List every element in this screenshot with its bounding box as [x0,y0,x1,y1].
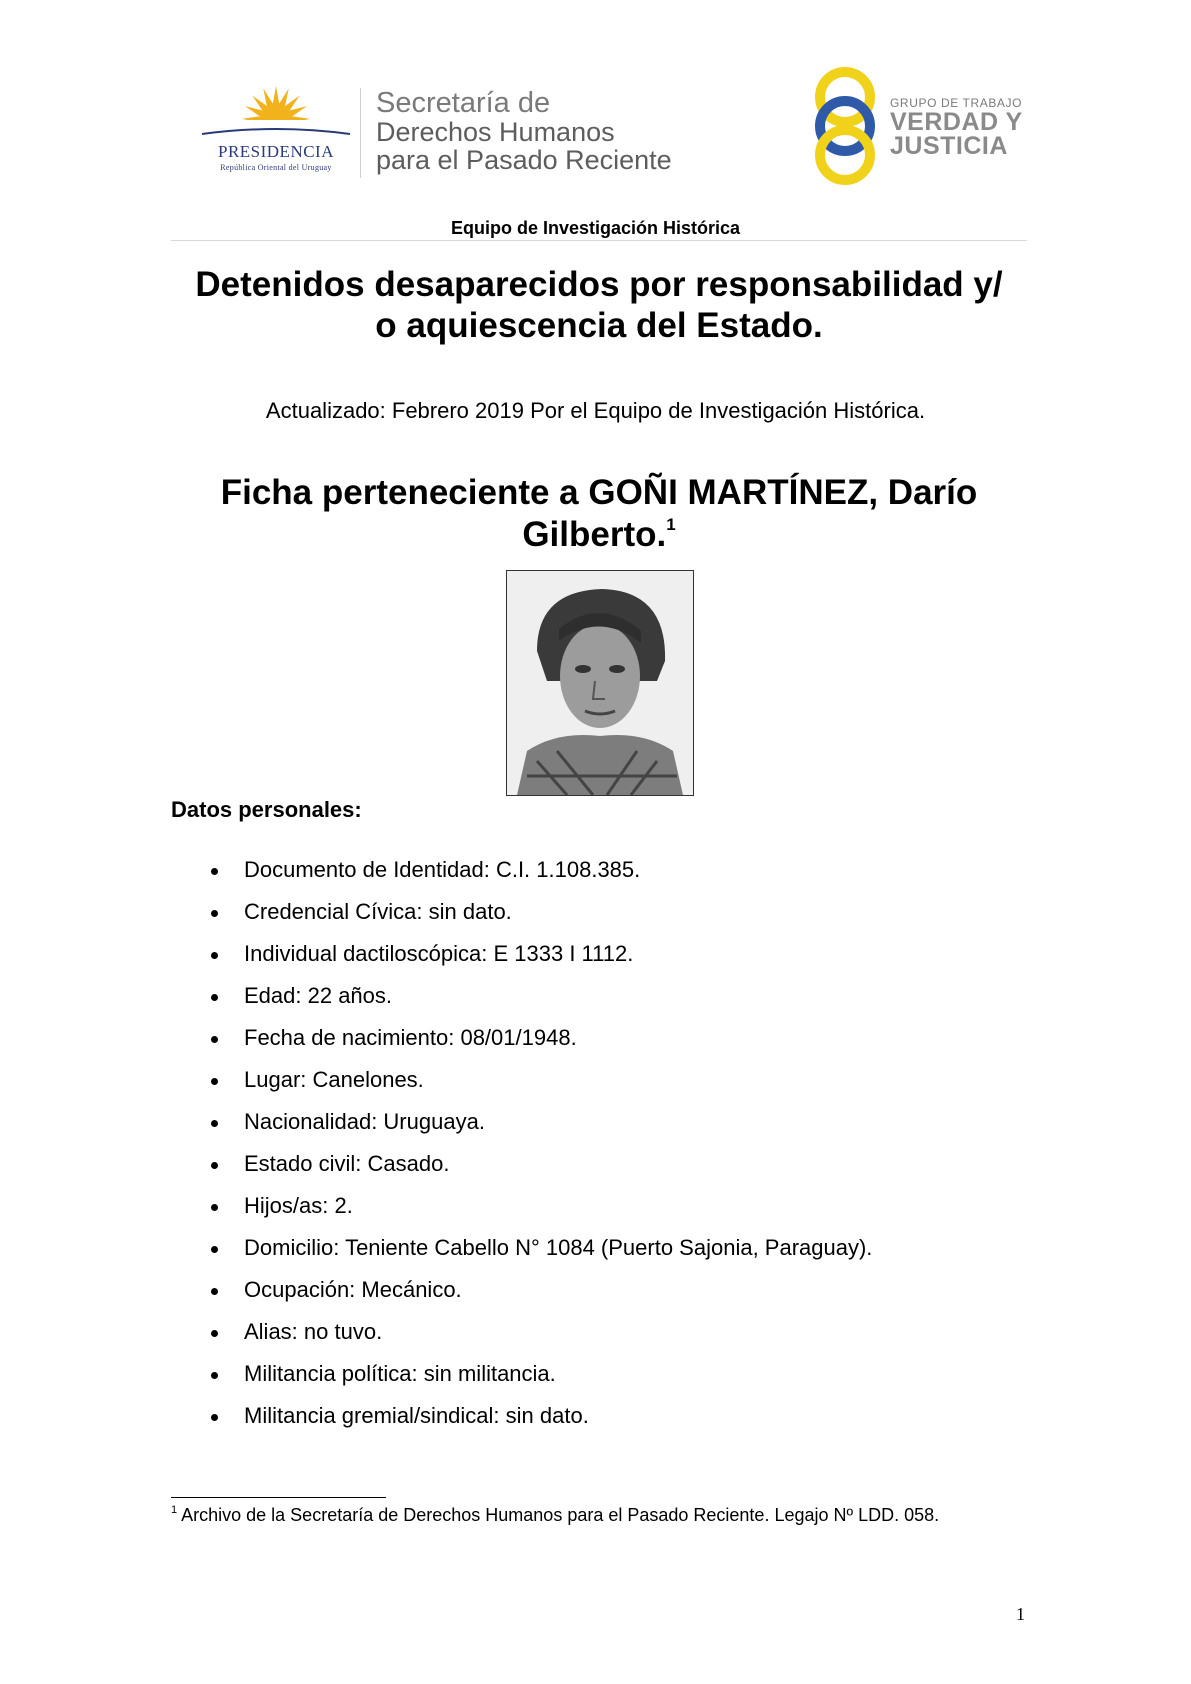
footnote-text: Archivo de la Secretaría de Derechos Humanos para el Pasado Reciente. Legajo Nº LDD. 058. [181,1505,940,1525]
list-item: Lugar: Canelones. [171,1059,1031,1101]
ficha-heading [171,472,1027,556]
ficha-line1: Ficha perteneciente a GOÑI MARTÍNEZ, Darío [220,473,978,512]
bullet-icon [211,1204,218,1211]
presidencia-subtitle: República Oriental del Uruguay [220,163,332,172]
bullet-icon [211,1036,218,1043]
ficha-line2: Gilberto. [522,515,667,554]
list-item: Credencial Cívica: sin dato. [171,891,1031,933]
footnote [171,1502,1027,1529]
footnote-ref: 1 [666,515,676,534]
secretaria-line1: Secretaría de [376,87,551,119]
presidencia-name: PRESIDENCIA [217,142,334,161]
document-title [171,264,1027,346]
updated-line: Actualizado: Febrero 2019 Por el Equipo de Investigación Histórica. [265,398,926,423]
list-item: Documento de Identidad: C.I. 1.108.385. [171,849,1031,891]
bullet-icon [211,1372,218,1379]
bullet-icon [211,952,218,959]
bullet-icon [211,1246,218,1253]
footnote-number: 1 [171,1504,178,1516]
bullet-icon [211,868,218,875]
list-item: Edad: 22 años. [171,975,1031,1017]
bullet-icon [211,1078,218,1085]
bullet-icon [211,1414,218,1421]
logo-divider [360,88,361,178]
grupo-logo-text [890,96,1023,158]
secretaria-line2: Derechos Humanos [376,117,615,147]
list-item: Nacionalidad: Uruguaya. [171,1101,1031,1143]
datos-heading: Datos personales: [171,797,362,822]
list-item: Militancia gremial/sindical: sin dato. [171,1395,1031,1437]
list-item: Ocupación: Mecánico. [171,1269,1031,1311]
team-heading: Equipo de Investigación Histórica [450,218,741,238]
bullet-icon [211,1330,218,1337]
portrait-photo [506,570,694,796]
title-line1: Detenidos desaparecidos por responsabilidad y/ [195,265,1003,304]
list-item: Hijos/as: 2. [171,1185,1031,1227]
secretaria-line3: para el Pasado Reciente [376,145,672,175]
bullet-icon [211,1162,218,1169]
bullet-icon [211,1288,218,1295]
grupo-line1: GRUPO DE TRABAJO [890,96,1023,110]
page-number: 1 [1016,1604,1025,1624]
bullet-icon [211,1120,218,1127]
datos-list [171,849,1031,1437]
grupo-line2: VERDAD Y [890,108,1023,136]
bullet-icon [211,910,218,917]
list-item: Fecha de nacimiento: 08/01/1948. [171,1017,1031,1059]
list-item: Alias: no tuvo. [171,1311,1031,1353]
title-line2: o aquiescencia del Estado. [375,306,823,345]
list-item: Individual dactiloscópica: E 1333 I 1112. [171,933,1031,975]
list-item: Estado civil: Casado. [171,1143,1031,1185]
grupo-line3: JUSTICIA [890,132,1008,160]
list-item: Domicilio: Teniente Cabello N° 1084 (Puerto Sajonia, Paraguay). [171,1227,1031,1269]
secretaria-logo [376,88,672,174]
list-item: Militancia política: sin militancia. [171,1353,1031,1395]
header-rule [171,240,1027,241]
footnote-separator [171,1497,386,1498]
bullet-icon [211,994,218,1001]
